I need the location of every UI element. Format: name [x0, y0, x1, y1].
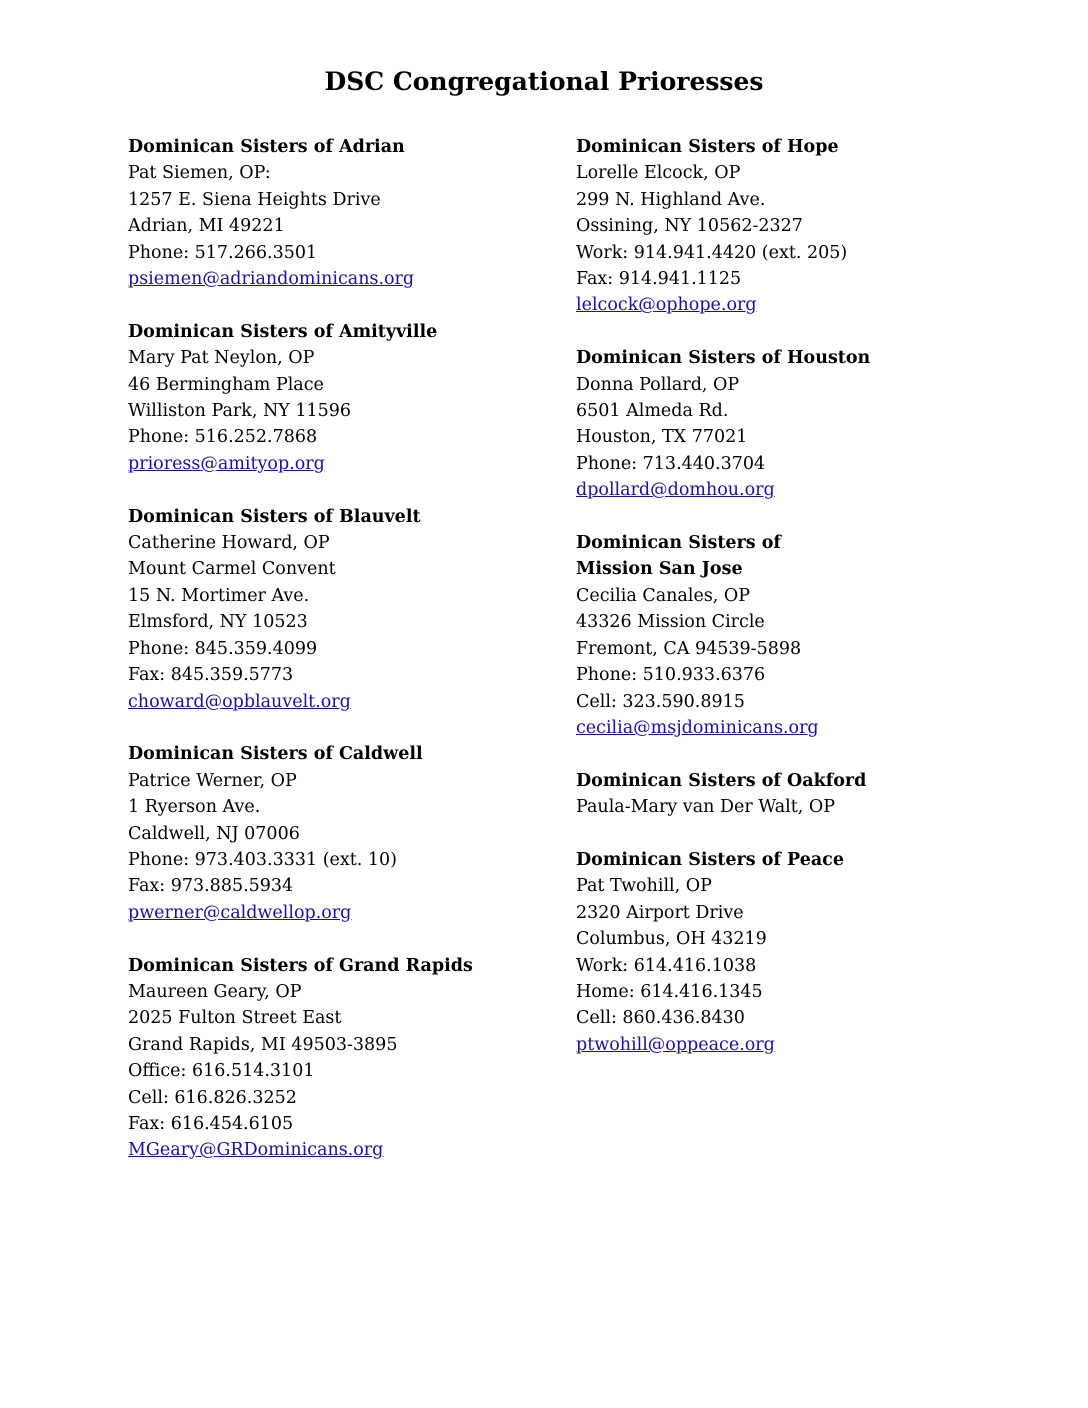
email-link[interactable]: dpollard@domhou.org: [576, 480, 775, 501]
contact-line: Home: 614.416.1345: [576, 981, 763, 1002]
congregation-name: Dominican Sisters of Blauvelt: [128, 506, 421, 527]
congregation-name: Dominican Sisters of Oakford: [576, 770, 867, 791]
contact-line: Lorelle Elcock, OP: [576, 163, 741, 184]
contact-line: Work: 614.416.1038: [576, 955, 757, 976]
contact-line: Maureen Geary, OP: [128, 981, 302, 1002]
contact-line: Mary Pat Neylon, OP: [128, 348, 315, 369]
contact-line: Adrian, MI 49221: [128, 216, 285, 237]
congregation-name: Dominican Sisters of Houston: [576, 348, 871, 369]
prioress-entry: [128, 319, 568, 477]
contact-line: Fax: 973.885.5934: [128, 876, 294, 897]
contact-line: Houston, TX 77021: [576, 427, 748, 448]
contact-line: 46 Bermingham Place: [128, 374, 324, 395]
congregation-name: Dominican Sisters of Amityville: [128, 321, 438, 342]
congregation-name: Mission San Jose: [576, 559, 743, 580]
email-link[interactable]: ptwohill@oppeace.org: [576, 1034, 775, 1055]
contact-line: Cell: 616.826.3252: [128, 1087, 297, 1108]
email-line: [128, 689, 568, 715]
right-column: [576, 134, 1016, 1085]
email-link[interactable]: psiemen@adriandominicans.org: [128, 269, 415, 290]
email-line: [576, 715, 1016, 741]
contact-line: Columbus, OH 43219: [576, 929, 767, 950]
prioress-entry: [576, 530, 1016, 741]
email-line: [576, 292, 1016, 318]
contact-line: Fremont, CA 94539-5898: [576, 638, 802, 659]
prioress-entry: [128, 504, 568, 715]
email-link[interactable]: choward@opblauvelt.org: [128, 691, 351, 712]
contact-line: Ossining, NY 10562-2327: [576, 216, 803, 237]
contact-line: Cecilia Canales, OP: [576, 585, 751, 606]
contact-line: Cell: 323.590.8915: [576, 691, 745, 712]
contact-line: Phone: 510.933.6376: [576, 665, 766, 686]
contact-line: Pat Siemen, OP:: [128, 163, 271, 184]
contact-line: Phone: 845.359.4099: [128, 638, 318, 659]
contact-line: Work: 914.941.4420 (ext. 205): [576, 242, 848, 263]
congregation-name: Dominican Sisters of Adrian: [128, 137, 405, 157]
email-line: [128, 451, 568, 477]
prioress-entry: [576, 768, 1016, 821]
contact-line: Pat Twohill, OP: [576, 876, 712, 897]
email-line: [128, 266, 568, 292]
contact-line: 1 Ryerson Ave.: [128, 797, 261, 818]
contact-line: 299 N. Highland Ave.: [576, 189, 766, 210]
contact-line: Phone: 973.403.3331 (ext. 10): [128, 849, 398, 870]
prioress-entry: [576, 134, 1016, 319]
congregation-name: Dominican Sisters of Peace: [576, 849, 844, 870]
prioress-entry: [576, 345, 1016, 503]
page-title: DSC Congregational Prioresses: [324, 67, 764, 96]
contact-line: Elmsford, NY 10523: [128, 612, 308, 633]
email-line: [576, 477, 1016, 503]
congregation-name: Dominican Sisters of Caldwell: [128, 744, 423, 765]
prioress-entry: [128, 134, 568, 292]
contact-line: Catherine Howard, OP: [128, 533, 330, 554]
email-line: [128, 1137, 568, 1163]
contact-line: Mount Carmel Convent: [128, 559, 336, 580]
email-link[interactable]: cecilia@msjdominicans.org: [576, 717, 819, 738]
contact-line: 15 N. Mortimer Ave.: [128, 585, 310, 606]
contact-line: Caldwell, NJ 07006: [128, 823, 300, 844]
contact-line: Phone: 713.440.3704: [576, 453, 766, 474]
email-link[interactable]: prioress@amityop.org: [128, 453, 325, 474]
contact-line: Fax: 616.454.6105: [128, 1113, 294, 1134]
contact-line: 2025 Fulton Street East: [128, 1008, 342, 1029]
prioress-entry: [576, 847, 1016, 1058]
contact-line: Fax: 914.941.1125: [576, 269, 742, 290]
contact-line: Williston Park, NY 11596: [128, 401, 352, 422]
email-link[interactable]: lelcock@ophope.org: [576, 295, 757, 316]
email-line: [128, 900, 568, 926]
left-column: [128, 134, 568, 1190]
contact-line: Phone: 516.252.7868: [128, 427, 318, 448]
contact-line: Cell: 860.436.8430: [576, 1008, 745, 1029]
email-line: [576, 1032, 1016, 1058]
contact-line: 2320 Airport Drive: [576, 902, 744, 923]
email-link[interactable]: MGeary@GRDominicans.org: [128, 1140, 384, 1161]
contact-line: Fax: 845.359.5773: [128, 665, 294, 686]
email-link[interactable]: pwerner@caldwellop.org: [128, 902, 352, 923]
congregation-name: Dominican Sisters of Grand Rapids: [128, 955, 473, 976]
contact-line: Paula-Mary van Der Walt, OP: [576, 797, 836, 818]
contact-line: 43326 Mission Circle: [576, 612, 765, 633]
contact-line: 1257 E. Siena Heights Drive: [128, 189, 381, 210]
congregation-name: Dominican Sisters of: [576, 533, 781, 554]
contact-line: Phone: 517.266.3501: [128, 242, 318, 263]
contact-line: 6501 Almeda Rd.: [576, 401, 729, 422]
congregation-name: Dominican Sisters of Hope: [576, 137, 839, 157]
prioress-entry: [128, 953, 568, 1164]
contact-line: Patrice Werner, OP: [128, 770, 297, 791]
contact-line: Office: 616.514.3101: [128, 1061, 315, 1082]
contact-line: Grand Rapids, MI 49503-3895: [128, 1034, 398, 1055]
contact-line: Donna Pollard, OP: [576, 374, 740, 395]
prioress-entry: [128, 741, 568, 926]
